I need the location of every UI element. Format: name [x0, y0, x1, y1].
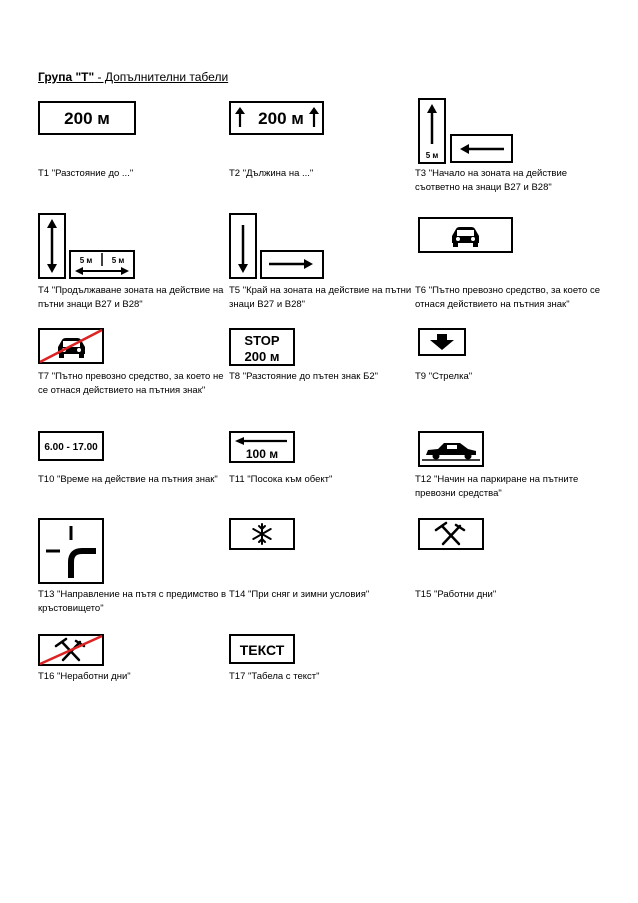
group-subtitle: - Допълнителни табели [94, 70, 229, 84]
caption-t12: Т12 "Начин на паркиране на пътните превозни средства" [415, 474, 579, 499]
group-title: Група "Т" [38, 70, 95, 84]
caption-t17: Т17 "Табела с текст" [229, 671, 320, 682]
caption-t4: Т4 "Продължаване зоната на действие на пътни знаци В27 и В28" [38, 285, 224, 310]
caption-t9: Т9 "Стрелка" [415, 371, 473, 382]
sign-t2-length [229, 101, 324, 135]
sign-t3-text: 5 м [425, 151, 439, 160]
caption-t3: Т3 "Начало на зоната на действие съответно на знаци В27 и В28" [415, 168, 568, 193]
sign-t4-zone-continuation [38, 213, 136, 279]
sign-t17-text-label: ТЕКСТ [239, 642, 285, 658]
sign-t7-vehicle-excluded [38, 328, 104, 364]
sign-t5-zone-end [229, 213, 325, 279]
caption-t16: Т16 "Неработни дни" [38, 671, 131, 682]
caption-t13: Т13 "Направление на пътя с предимство в кръстовището" [38, 589, 227, 614]
sign-t12-parking-manner [418, 431, 484, 467]
sign-t10-text: 6.00 - 17.00 [44, 442, 98, 453]
caption-t14: Т14 "При сняг и зимни условия" [229, 589, 370, 600]
sign-t4-text-left: 5 м [79, 256, 93, 265]
caption-t6: Т6 "Пътно превозно средство, за което се отнася действието на пътния знак" [415, 285, 600, 310]
sign-t1-distance [38, 101, 136, 135]
sign-t1-text: 200 м [64, 109, 110, 128]
caption-t5: Т5 "Край на зоната на действие на пътни знаци В27 и В28" [229, 285, 412, 310]
sign-t4-text-right: 5 м [111, 256, 125, 265]
sign-t11-text: 100 м [245, 447, 279, 461]
sign-t8-text-bottom: 200 м [244, 349, 280, 364]
sign-t14-snow [229, 518, 295, 550]
caption-t8: Т8 "Разстояние до пътен знак Б2" [229, 371, 378, 382]
sign-t8-text-top: STOP [244, 333, 280, 348]
caption-t15: Т15 "Работни дни" [415, 589, 497, 600]
sign-t6-vehicle [418, 217, 513, 253]
sign-t13-priority-direction [38, 518, 104, 584]
sign-t2-text: 200 м [258, 109, 304, 128]
sign-t10-time [38, 431, 104, 461]
sign-t9-arrow [418, 328, 466, 356]
caption-t10: Т10 "Време на действие на пътния знак" [38, 474, 218, 485]
caption-t2: Т2 "Дължина на ..." [229, 168, 314, 179]
sign-t16-non-working-days [38, 634, 104, 666]
page-heading [38, 70, 228, 84]
sign-t8-stop-distance [229, 328, 295, 366]
sign-t11-direction [229, 431, 295, 463]
sign-t17-text [229, 634, 295, 664]
caption-t1: Т1 "Разстояние до ..." [38, 168, 134, 179]
caption-t11: Т11 "Посока към обект" [229, 474, 333, 485]
caption-t7: Т7 "Пътно превозно средство, за което не се отнася действието на пътния знак" [38, 371, 224, 396]
sign-t15-working-days [418, 518, 484, 550]
sign-t3-zone-start [418, 98, 514, 164]
